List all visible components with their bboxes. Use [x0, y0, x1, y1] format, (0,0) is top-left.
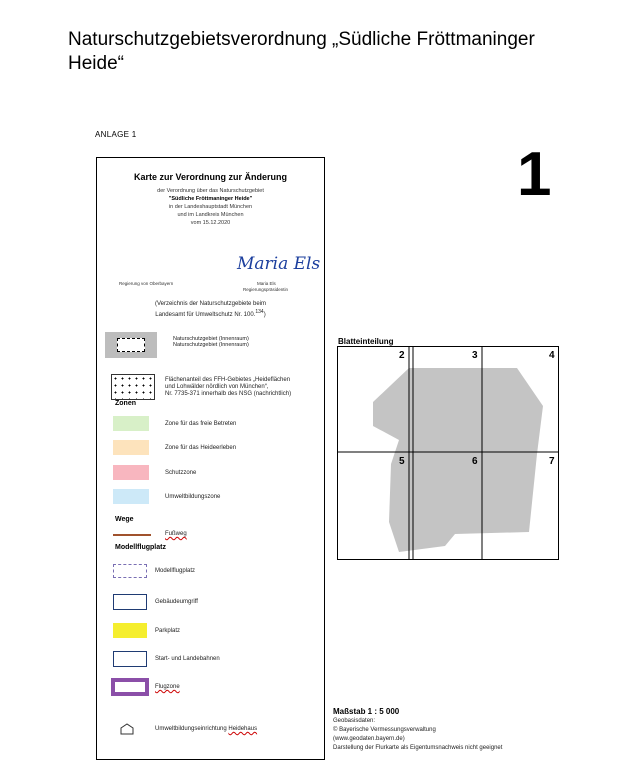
modell-label: Gebäudeumgriff — [155, 599, 198, 605]
registry-line1: (Verzeichnis der Naturschutzgebiete beim — [154, 301, 267, 307]
modellflugplatz-header: Modellflugplatz — [115, 544, 166, 551]
startbahn-swatch — [113, 651, 147, 667]
sheet-number: 7 — [549, 456, 555, 467]
legend-panel — [96, 157, 325, 760]
zone-swatch-schutzzone — [113, 465, 149, 480]
sheet-number: 2 — [399, 350, 405, 361]
map-title: Karte zur Verordnung zur Änderung — [133, 172, 287, 182]
zonen-header: Zonen — [115, 400, 136, 407]
intro-line-date: vom 15.12.2020 — [190, 220, 231, 226]
modell-label: Parkplatz — [155, 628, 181, 634]
registry-line2: Landesamt für Umweltschutz Nr. 100.$^{134}$) — [155, 309, 266, 318]
geo-line: Geobasisdaten: — [333, 718, 376, 724]
authority: Regierung von Oberbayern — [119, 281, 174, 286]
intro-line-nsg-name: "Südliche Fröttmaninger Heide" — [168, 196, 253, 202]
ffh-line: Flächenanteil des FFH-Gebietes „Heideflächen — [165, 377, 291, 383]
zone-label: Zone für das freie Betreten — [165, 421, 237, 427]
nsg-swatch — [105, 332, 157, 358]
modell-label: Flugzone — [155, 684, 180, 690]
intro-line: und im Landkreis München — [177, 212, 244, 218]
zone-swatch-freies-betreten — [113, 416, 149, 431]
page-title: Naturschutzgebietsverordnung „Südliche Fröttmaninger Heide“ — [68, 29, 535, 74]
zone-label: Umweltbildungszone — [165, 494, 221, 500]
house-icon — [119, 723, 135, 735]
gebaeudeumgriff-swatch — [113, 594, 147, 610]
sheet-number: 3 — [472, 350, 478, 361]
modell-label: Start- und Landebahnen — [155, 656, 220, 662]
nsg-label-line2: Naturschutzgebiet (Innenraum) — [173, 342, 249, 348]
annex-label: ANLAGE 1 — [95, 130, 137, 139]
fussweg-label: Fußweg — [165, 531, 187, 537]
zone-label: Zone für das Heideerleben — [165, 445, 237, 451]
sheet-number: 4 — [549, 350, 555, 361]
geo-line: Darstellung der Flurkarte als Eigentumsnachweis nicht geeignet — [333, 745, 503, 751]
scale-label: Maßstab 1 : 5 000 — [333, 707, 400, 716]
zone-swatch-umweltbildung — [113, 489, 149, 504]
signer-name: Maria Els — [257, 281, 276, 286]
sheet-index-map — [337, 346, 559, 560]
umweltbildung-label: Umweltbildungseinrichtung Heidehaus — [155, 726, 258, 732]
blatteinteilung-title: Blatteinteilung — [338, 337, 394, 346]
sheet-number: 6 — [472, 456, 478, 467]
parkplatz-swatch — [113, 623, 147, 638]
ffh-swatch — [111, 374, 155, 400]
signer-role: Regierungspräsidentin — [243, 287, 289, 292]
intro-line: der Verordnung über das Naturschutzgebiet — [157, 188, 264, 194]
modellflugplatz-swatch — [113, 564, 147, 578]
sheet-number: 5 — [399, 456, 405, 467]
nsg-label-line1: Naturschutzgebiet (Innenraum) — [173, 336, 249, 342]
wege-header: Wege — [115, 516, 134, 523]
zone-label: Schutzzone — [165, 470, 197, 476]
signature: Maria Els — [237, 254, 321, 274]
flugzone-swatch — [111, 678, 149, 696]
geo-line: (www.geodaten.bayern.de) — [333, 736, 405, 742]
ffh-line: Nr. 7735-371 innerhalb des NSG (nachrichtlich) — [165, 391, 292, 397]
zone-swatch-heideerleben — [113, 440, 149, 455]
ffh-line: und Lohwälder nördlich von München“, — [165, 384, 269, 390]
modell-label: Modellflugplatz — [155, 568, 196, 574]
fussweg-line — [113, 534, 151, 536]
intro-line: in der Landeshauptstadt München — [168, 204, 253, 210]
page-number: 1 — [517, 140, 552, 209]
geo-line: © Bayerische Vermessungsverwaltung — [333, 727, 436, 733]
